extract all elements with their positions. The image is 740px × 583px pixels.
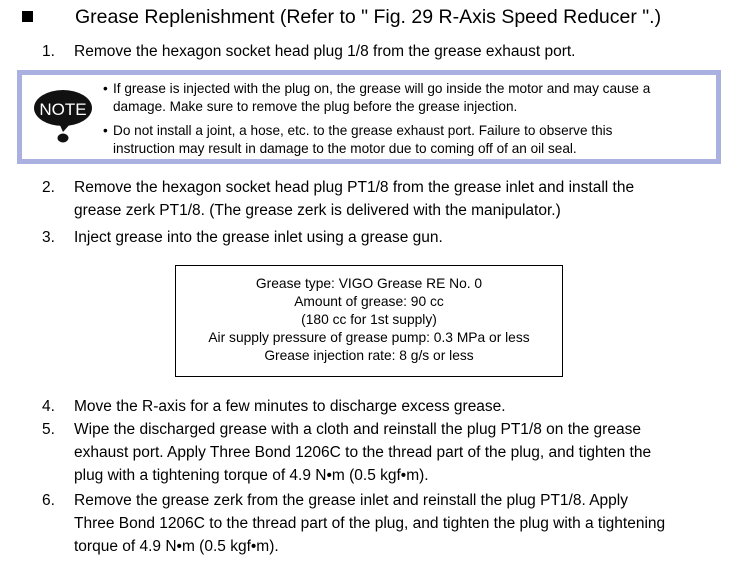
step-number: 4. [42,398,55,415]
step-text: Remove the hexagon socket head plug 1/8 from the grease exhaust port. [74,43,576,60]
note-bullet: • [103,123,108,138]
step-text: Move the R-axis for a few minutes to discharge excess grease. [74,398,506,415]
note-bullet: • [103,81,108,96]
step-text: Wipe the discharged grease with a cloth and reinstall the plug PT1/8 on the grease [74,421,641,438]
step-number: 2. [42,179,55,196]
step-text: Three Bond 1206C to the thread part of the plug, and tighten the plug with a tightening [74,515,666,532]
step-number: 1. [42,43,55,60]
note-text: damage. Make sure to remove the plug before the grease injection. [113,99,518,114]
note-text: Do not install a joint, a hose, etc. to the grease exhaust port. Failure to observe this [113,123,613,138]
heading-text: Grease Replenishment (Refer to " Fig. 29 R-Axis Speed Reducer ".) [75,6,662,28]
note-text: instruction may result in damage to the motor due to coming off of an oil seal. [113,141,577,156]
step-text: torque of 4.9 N•m (0.5 kgf•m). [74,538,279,555]
square-bullet-icon [22,11,33,22]
step-text: Remove the hexagon socket head plug PT1/8 from the grease inlet and install the [74,179,635,196]
spec-line: Amount of grease: 90 cc [294,294,444,309]
section-heading [22,4,737,30]
spec-line: Grease injection rate: 8 g/s or less [264,348,474,363]
step-text: Remove the grease zerk from the grease inlet and reinstall the plug PT1/8. Apply [74,492,628,509]
step-text: Inject grease into the grease inlet using a grease gun. [74,229,443,246]
note-box [17,70,721,164]
note-label: NOTE [39,100,87,119]
step-number: 3. [42,229,55,246]
note-item-1 [22,80,712,116]
step-number: 5. [42,421,55,438]
step-text: plug with a tightening torque of 4.9 N•m (0.5 kgf•m). [74,467,429,484]
step-number: 6. [42,492,55,509]
note-item-2 [22,122,712,158]
step-text: grease zerk PT1/8. (The grease zerk is delivered with the manipulator.) [74,202,561,219]
spec-line: (180 cc for 1st supply) [301,312,437,327]
spec-line: Grease type: VIGO Grease RE No. 0 [255,276,483,291]
note-text: If grease is injected with the plug on, the grease will go inside the motor and may cause a [113,81,651,96]
step-text: exhaust port. Apply Three Bond 1206C to the thread part of the plug, and tighten the [74,444,652,461]
grease-spec-box [175,265,563,377]
spec-line: Air supply pressure of grease pump: 0.3 MPa or less [208,330,530,345]
